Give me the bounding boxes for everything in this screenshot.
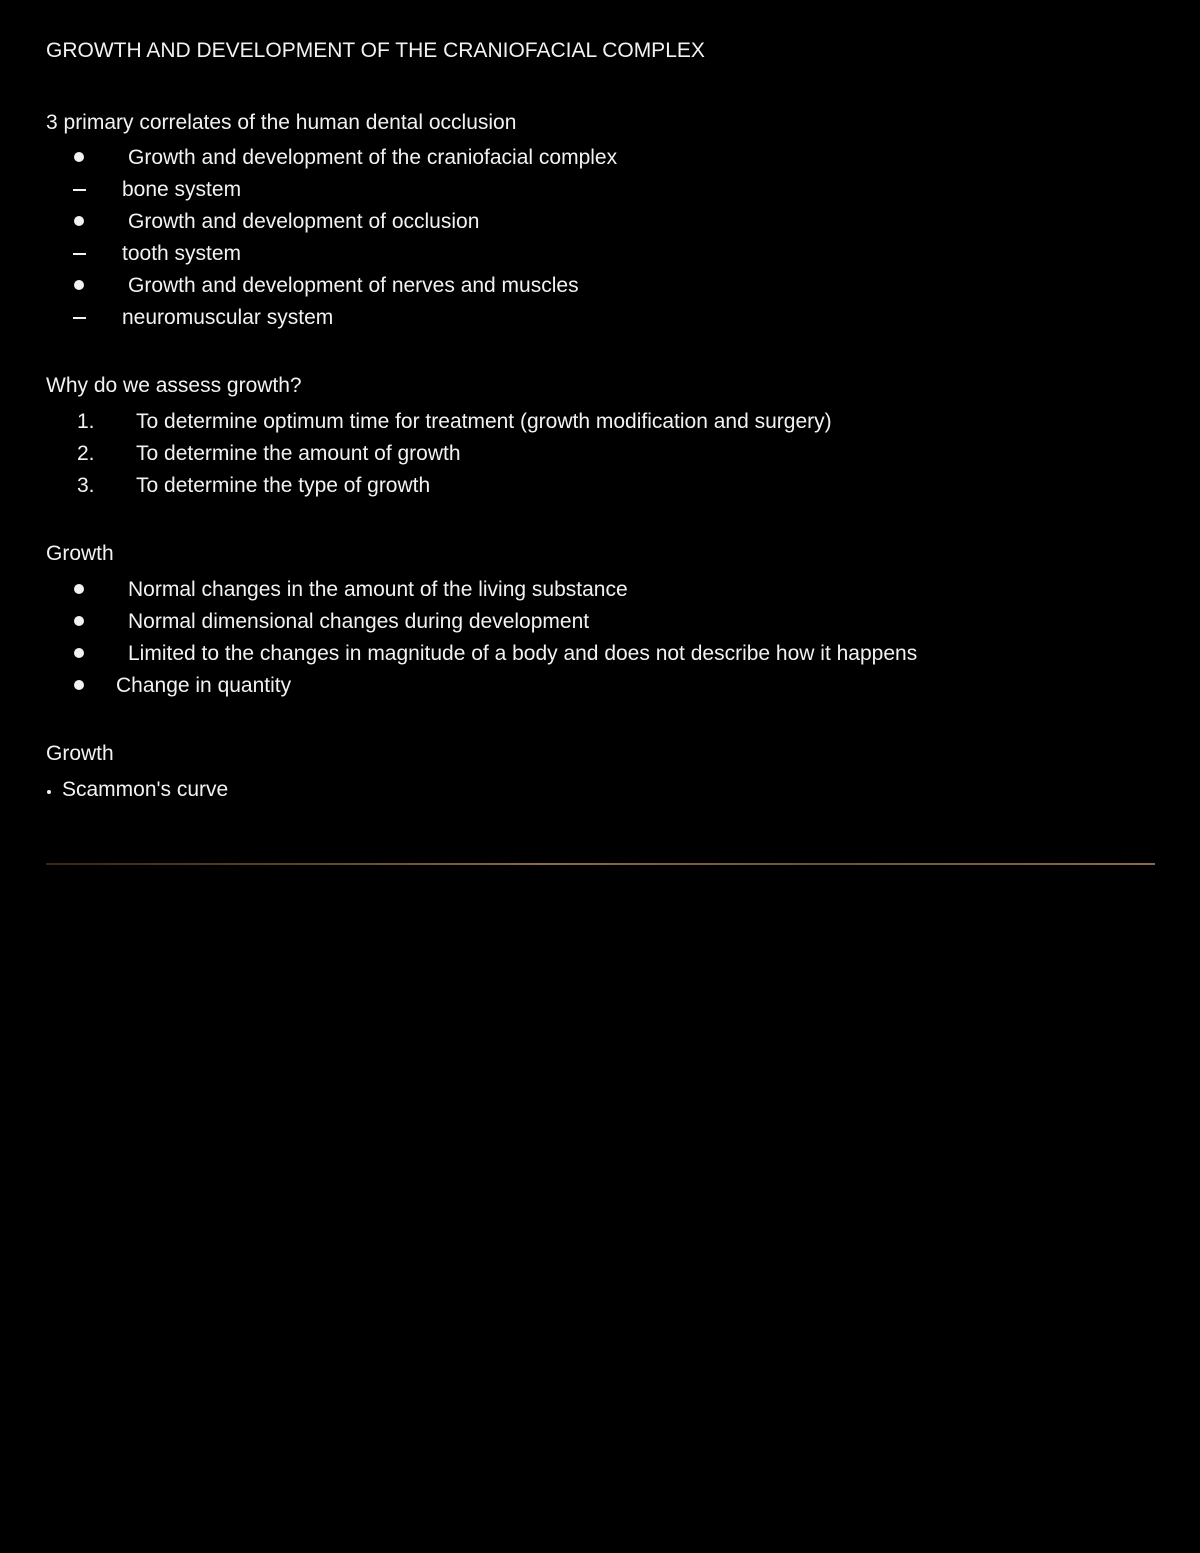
list-item: Growth and development of the craniofacial complex [128,146,618,169]
bullet-marker [74,280,84,290]
document-title: GROWTH AND DEVELOPMENT OF THE CRANIOFACIAL COMPLEX [46,39,705,62]
list-item: Normal changes in the amount of the living substance [128,578,628,601]
list-item: Scammon's curve [62,778,229,801]
list-item: Growth and development of nerves and muscles [128,274,579,297]
list-item: tooth system [122,242,242,265]
dash-marker [73,253,86,255]
dash-marker [73,189,86,191]
section-heading-growth-curve: Growth [46,742,114,765]
list-item: Growth and development of occlusion [128,210,480,233]
list-number: 1. [77,410,95,433]
bullet-marker [74,648,84,658]
list-number: 3. [77,474,95,497]
list-item: bone system [122,178,242,201]
list-item: Change in quantity [116,674,292,697]
bullet-marker [74,680,84,690]
section-heading-growth: Growth [46,542,114,565]
bullet-marker [74,216,84,226]
bullet-marker [74,616,84,626]
bullet-marker [74,152,84,162]
bullet-marker [47,790,51,794]
section-heading-correlates: 3 primary correlates of the human dental occlusion [46,111,517,134]
dash-marker [73,317,86,319]
list-item: To determine optimum time for treatment (growth modification and surgery) [136,410,832,433]
bullet-marker [74,584,84,594]
list-item: To determine the amount of growth [136,442,461,465]
horizontal-divider [46,863,1155,865]
list-item: neuromuscular system [122,306,334,329]
section-heading-assess: Why do we assess growth? [46,374,302,397]
list-item: Limited to the changes in magnitude of a body and does not describe how it happens [128,642,918,665]
list-number: 2. [77,442,95,465]
list-item: Normal dimensional changes during development [128,610,590,633]
list-item: To determine the type of growth [136,474,431,497]
